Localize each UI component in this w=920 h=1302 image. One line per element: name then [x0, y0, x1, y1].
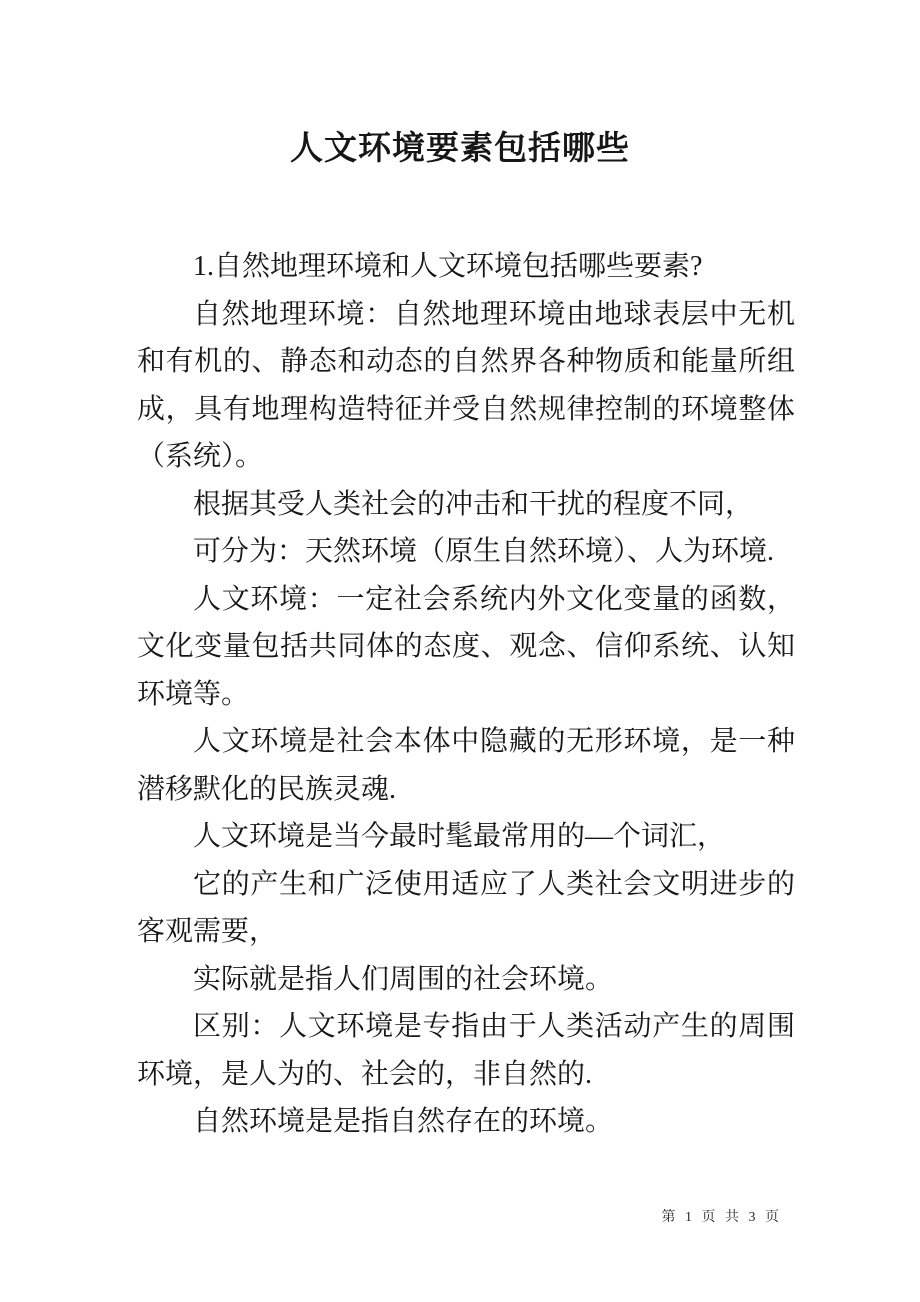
- paragraph: 人文环境是当今最时髦最常用的—个词汇，: [193, 821, 726, 852]
- document-body: [137, 243, 795, 1146]
- document-title: 人文环境要素包括哪些: [290, 131, 630, 167]
- paragraph: 人文环境：一定社会系统内外文化变量的函数，文化变量包括共同体的态度、观念、信仰系统、认知环境等。: [137, 583, 795, 710]
- paragraph: 人文环境是社会本体中隐藏的无形环境，是一种潜移默化的民族灵魂.: [137, 726, 795, 805]
- paragraph: 它的产生和广泛使用适应了人类社会文明进步的客观需要，: [137, 868, 795, 947]
- paragraph: 可分为：天然环境（原生自然环境）、人为环境.: [193, 536, 775, 567]
- paragraph: 实际就是指人们周围的社会环境。: [193, 963, 614, 995]
- paragraph: 自然地理环境：自然地理环境由地球表层中无机和有机的、静态和动态的自然界各种物质和能量所组成，具有地理构造特征并受自然规律控制的环境整体（系统）。: [137, 298, 795, 472]
- paragraph: 根据其受人类社会的冲击和干扰的程度不同，: [193, 488, 754, 520]
- paragraph-question: 1.自然地理环境和人文环境包括哪些要素?: [193, 251, 703, 282]
- paragraph: 区别：人文环境是专指由于人类活动产生的周围环境，是人为的、社会的，非自然的.: [137, 1011, 795, 1090]
- page-footer: [662, 1206, 783, 1226]
- paragraph: 自然环境是是指自然存在的环境。: [193, 1106, 614, 1137]
- page-number-label: 第 1 页 共 3 页: [661, 1210, 782, 1225]
